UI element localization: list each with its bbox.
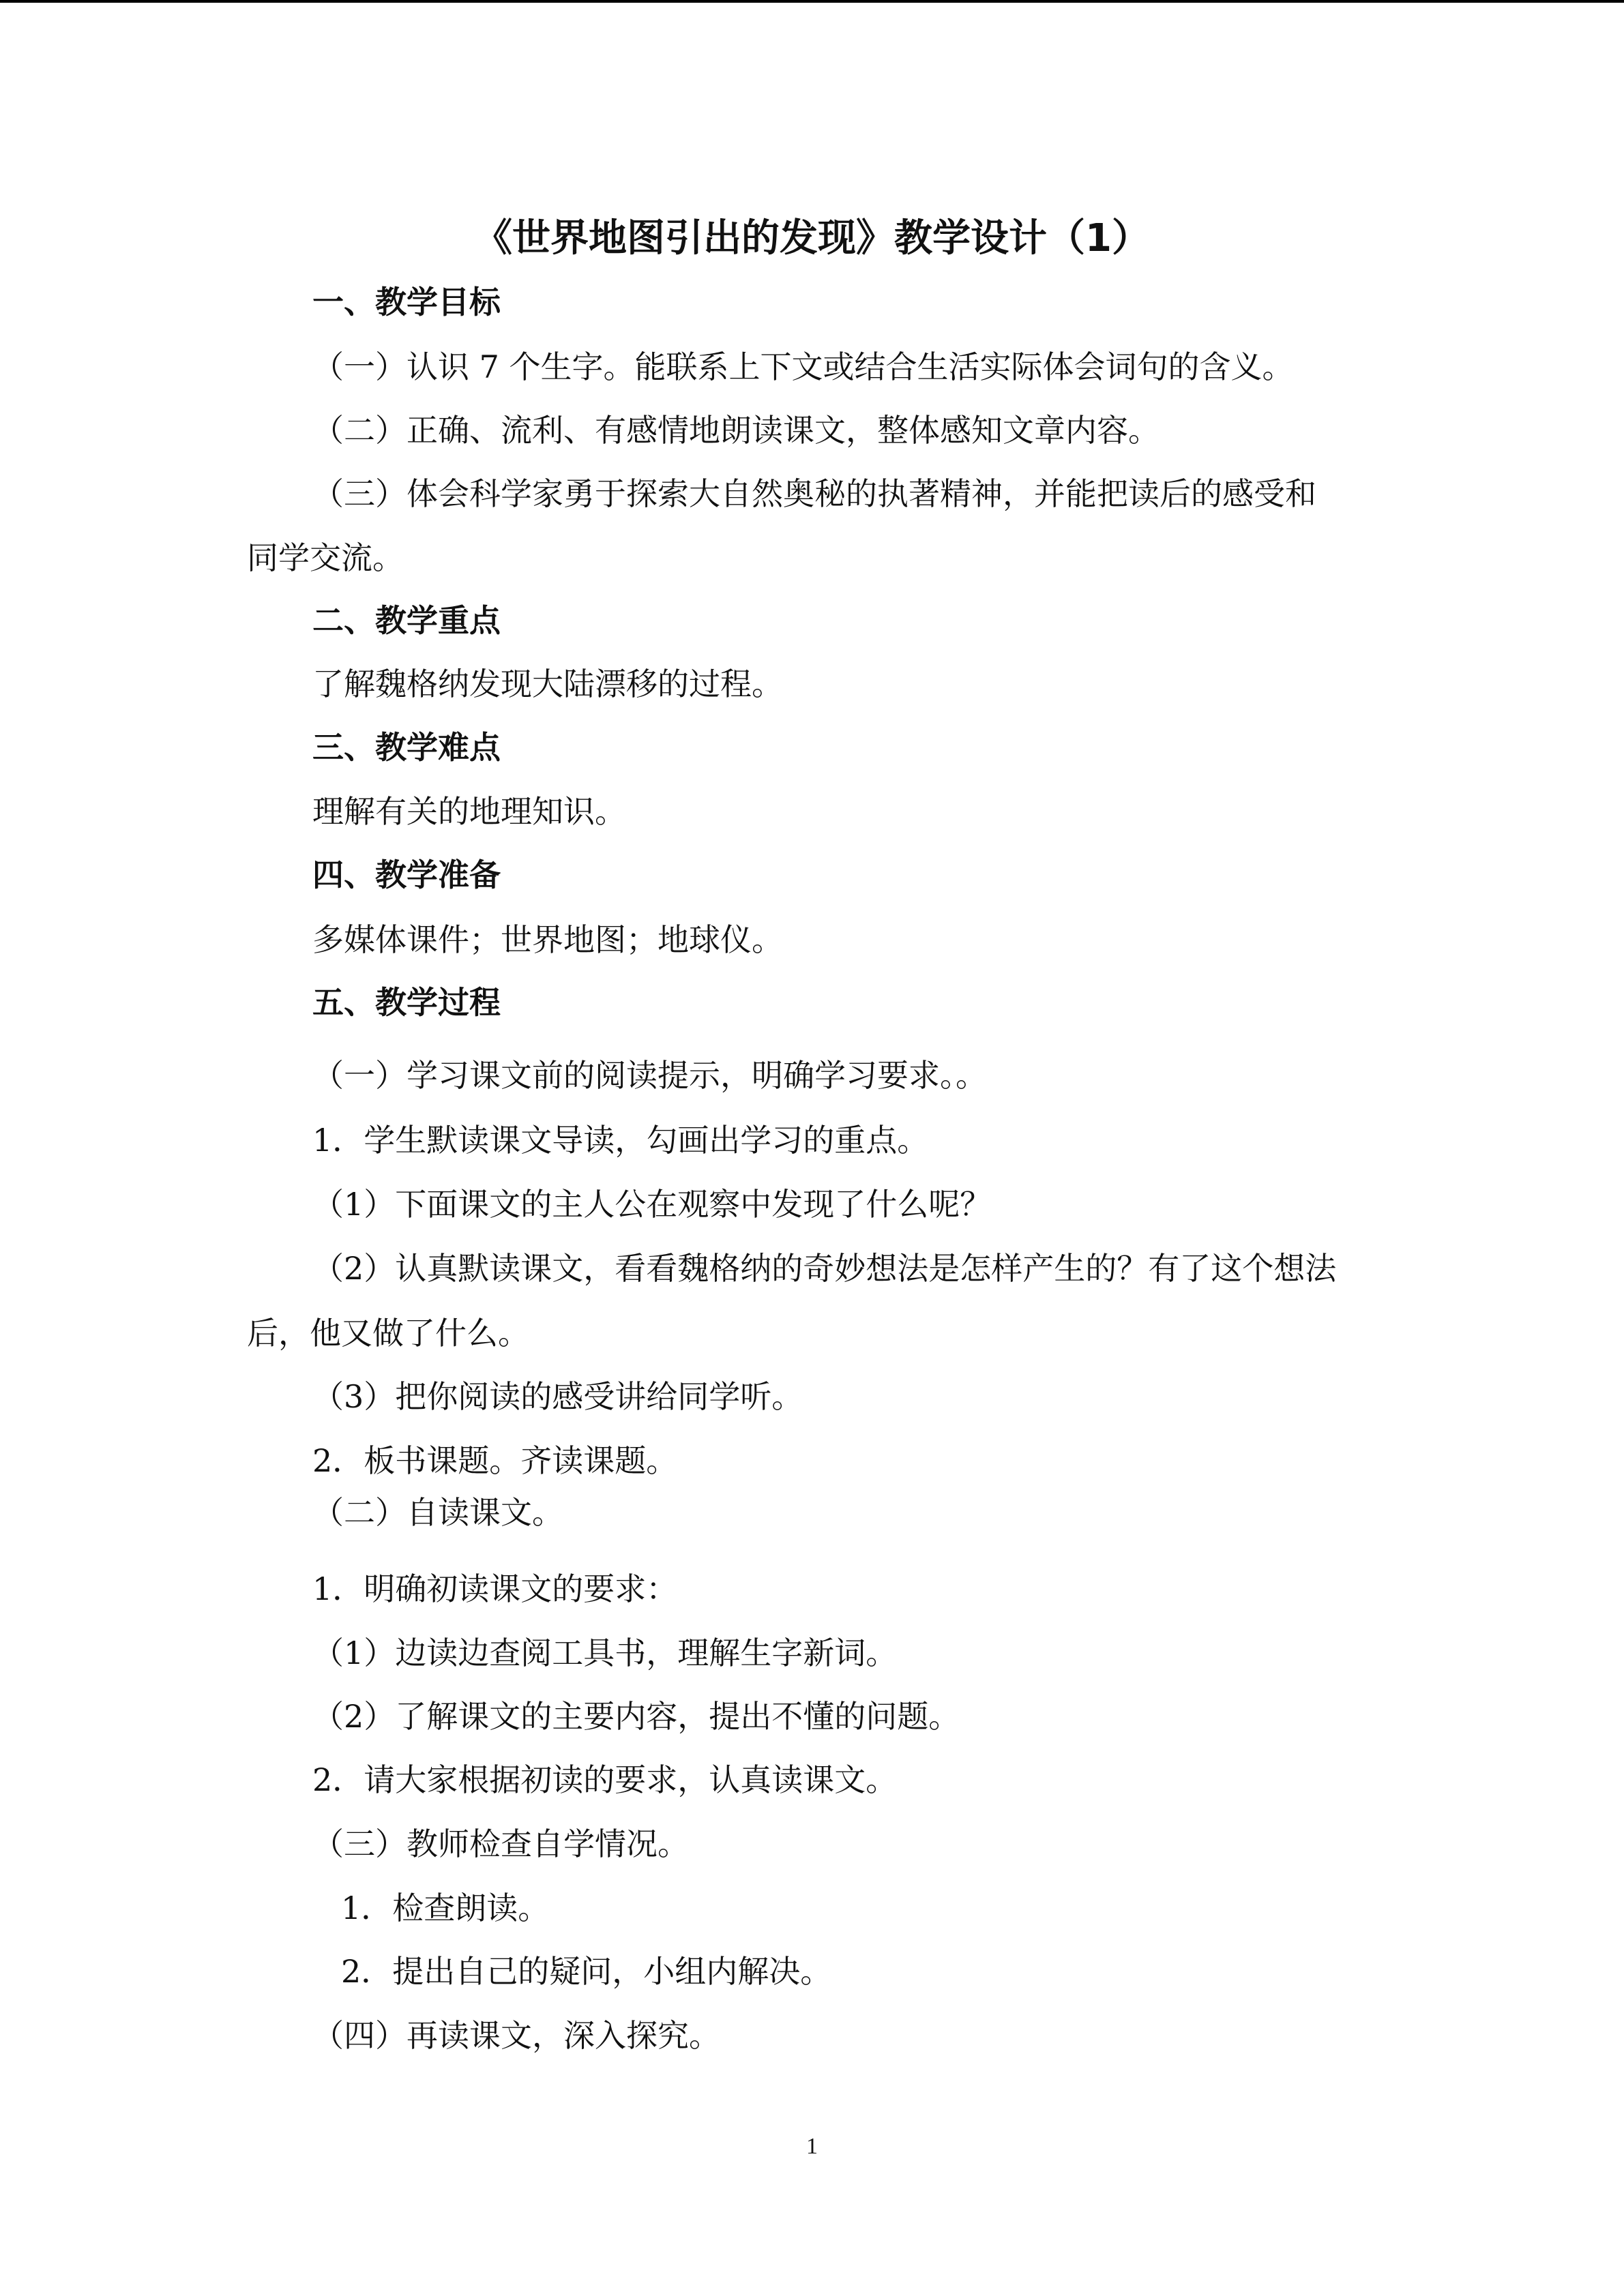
paragraph-reading-requirements: 1．明确初读课文的要求： <box>312 1570 678 1607</box>
paragraph-process-question-3: （3）把你阅读的感受讲给同学听。 <box>312 1378 803 1415</box>
paragraph-objective-1: （一）认识 7 个生字。能联系上下文或结合生活实际体会词句的含义。 <box>312 348 1294 385</box>
paragraph-requirement-2: （2）了解课文的主要内容，提出不懂的问题。 <box>312 1698 960 1735</box>
paragraph-process-step-3: （三）教师检查自学情况。 <box>312 1825 689 1862</box>
paragraph-key-points: 了解魏格纳发现大陆漂移的过程。 <box>312 666 783 702</box>
section-heading-preparation: 四、教学准备 <box>312 856 501 893</box>
section-heading-difficulties: 三、教学难点 <box>312 729 501 766</box>
section-heading-process: 五、教学过程 <box>312 984 501 1021</box>
section-heading-objectives: 一、教学目标 <box>312 284 501 320</box>
paragraph-objective-2: （二）正确、流利、有感情地朗读课文，整体感知文章内容。 <box>312 412 1160 449</box>
paragraph-difficulties: 理解有关的地理知识。 <box>312 793 626 830</box>
paragraph-process-question-1: （1）下面课文的主人公在观察中发现了什么呢？ <box>312 1186 992 1223</box>
paragraph-process-question-2: （2）认真默读课文，看看魏格纳的奇妙想法是怎样产生的？有了这个想法 <box>312 1250 1337 1287</box>
paragraph-process-item-2: 2．板书课题。齐读课题。 <box>312 1442 678 1479</box>
page-top-border <box>0 0 1624 3</box>
paragraph-objective-3: （三）体会科学家勇于探索大自然奥秘的执著精神，并能把读后的感受和 <box>312 475 1316 512</box>
paragraph-objective-3-continued: 同学交流。 <box>247 539 404 576</box>
paragraph-process-step-4: （四）再读课文，深入探究。 <box>312 2017 720 2054</box>
document-title: 《世界地图引出的发现》教学设计（1） <box>474 216 1150 260</box>
paragraph-requirement-1: （1）边读边查阅工具书，理解生字新词。 <box>312 1635 898 1671</box>
section-heading-key-points: 二、教学重点 <box>312 602 501 639</box>
paragraph-raise-questions: 2．提出自己的疑问，小组内解决。 <box>341 1953 832 1990</box>
paragraph-process-question-2-continued: 后，他又做了什么。 <box>247 1315 529 1352</box>
paragraph-process-step-1: （一）学习课文前的阅读提示，明确学习要求。。 <box>312 1057 987 1094</box>
paragraph-preparation: 多媒体课件；世界地图；地球仪。 <box>312 921 783 958</box>
page-number: 1 <box>806 2134 818 2159</box>
paragraph-read-instruction: 2．请大家根据初读的要求，认真读课文。 <box>312 1761 898 1798</box>
paragraph-process-item-1: 1．学生默读课文导读，勾画出学习的重点。 <box>312 1122 929 1159</box>
paragraph-process-step-2: （二）自读课文。 <box>312 1494 563 1531</box>
paragraph-check-reading: 1．检查朗读。 <box>341 1890 550 1926</box>
